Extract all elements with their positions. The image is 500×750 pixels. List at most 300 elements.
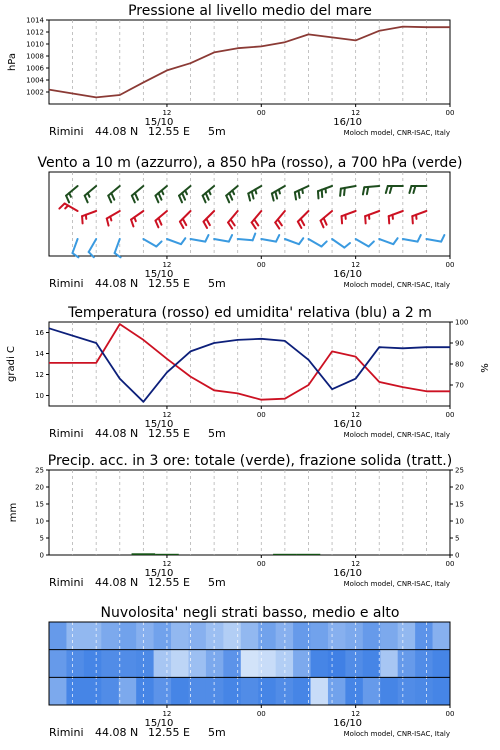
x-tick-label: 12 <box>351 411 361 419</box>
barb-flag <box>386 186 388 193</box>
cloud-cell <box>415 650 433 678</box>
barb-flag <box>276 235 279 242</box>
wind-barb <box>426 235 444 242</box>
wind-barb <box>226 186 237 202</box>
y-tick-label: 14 <box>35 350 44 358</box>
x-day-label: 15/10 <box>144 568 174 579</box>
footer-location: Rimini <box>49 125 84 138</box>
cloud-cell <box>363 677 381 705</box>
cloud-cell <box>328 677 346 705</box>
cloud-cell <box>206 650 224 678</box>
barb-half-flag <box>110 217 111 221</box>
wind-barb <box>379 238 397 244</box>
barb-flag <box>367 187 368 194</box>
y-tick-label-right: 20 <box>455 483 464 492</box>
footer-alt: 5m <box>208 726 226 739</box>
footer-alt: 5m <box>208 427 226 440</box>
wind-barb <box>167 238 185 244</box>
barb-shaft <box>356 239 369 247</box>
cloud-cell <box>206 622 224 650</box>
barb-shaft <box>341 186 356 189</box>
barb-flag <box>155 221 158 228</box>
barb-flag <box>301 219 305 225</box>
humidity-series <box>49 328 450 402</box>
wind-barb <box>66 186 77 202</box>
y-tick-label: 5 <box>39 534 44 543</box>
barb-flag <box>418 235 421 242</box>
wind-barb <box>132 186 143 202</box>
footer-lon: 12.55 E <box>148 427 190 440</box>
wind-barb <box>180 211 191 228</box>
barb-flag <box>159 193 162 200</box>
barb-flag <box>344 188 345 195</box>
cloud-cell <box>380 622 398 650</box>
cloud-cell <box>345 677 363 705</box>
barb-shaft <box>131 211 143 220</box>
footer-lon: 12.55 E <box>148 125 190 138</box>
wind-barb <box>261 235 279 242</box>
barb-shaft <box>412 211 426 216</box>
barb-flag <box>155 196 158 203</box>
cloud-cell <box>328 622 346 650</box>
wind-series-2 <box>66 186 426 202</box>
pressure-series-line <box>49 27 450 98</box>
cloud-cell <box>223 677 241 705</box>
y-axis-label: mm <box>8 502 19 523</box>
wind-barb <box>363 186 379 194</box>
barb-flag <box>181 238 185 244</box>
footer-credit: Moloch model, CNR-ISAC, Italy <box>343 431 450 439</box>
barb-half-flag <box>255 190 256 194</box>
barb-flag <box>226 196 229 203</box>
barb-flag <box>229 235 232 242</box>
y-tick-label: 15 <box>35 500 44 509</box>
barb-flag <box>324 218 327 225</box>
barb-flag <box>85 196 88 203</box>
cloud-heatmap <box>49 622 450 705</box>
precip-bar <box>132 553 156 555</box>
barb-half-flag <box>209 190 211 194</box>
barb-flag <box>393 238 397 244</box>
x-tick-label: 12 <box>351 261 361 269</box>
y-tick-label: 25 <box>35 466 44 475</box>
y-axis-label: gradi C <box>6 346 17 382</box>
barb-flag <box>248 194 250 201</box>
wind-barb <box>204 211 215 228</box>
cloud-cell <box>433 650 451 678</box>
footer-credit: Moloch model, CNR-ISAC, Italy <box>343 129 450 137</box>
wind-barb <box>295 186 309 200</box>
x-tick-label: 00 <box>256 411 266 419</box>
cloud-cell <box>258 677 276 705</box>
wind-barb <box>228 211 238 229</box>
cloud-cell <box>398 677 416 705</box>
x-day-label: 16/10 <box>333 269 363 280</box>
footer-lat: 44.08 N <box>95 125 139 138</box>
cloud-cell <box>171 677 189 705</box>
wind-barb <box>179 186 190 202</box>
footer-lon: 12.55 E <box>148 277 190 290</box>
barb-flag <box>206 219 210 225</box>
wind-barb <box>107 211 120 226</box>
y-tick-label: 10 <box>35 392 44 400</box>
cloud-cell <box>188 622 206 650</box>
barb-flag <box>131 220 133 227</box>
cloud-cell <box>398 622 416 650</box>
x-tick-label: 12 <box>351 109 361 117</box>
barb-flag <box>228 222 232 228</box>
cloud-cell <box>136 622 154 650</box>
y-tick-label: 1014 <box>26 16 44 25</box>
barb-half-flag <box>185 190 187 194</box>
barb-shaft <box>238 239 253 240</box>
wind-barb <box>308 239 326 247</box>
wind-barb <box>389 211 403 223</box>
wind-barb <box>89 239 97 257</box>
footer-alt: 5m <box>208 576 226 589</box>
barb-shaft <box>403 239 418 242</box>
y-tick-label-right: 25 <box>455 466 464 475</box>
y-tick-label: 1002 <box>26 88 44 97</box>
barb-flag <box>344 243 350 248</box>
barb-flag <box>135 193 138 200</box>
cloud-cell <box>380 677 398 705</box>
wind-barb <box>409 186 426 193</box>
barb-flag <box>363 187 364 194</box>
y-axis-label-right: % <box>480 363 491 373</box>
y-tick-label: 1008 <box>26 52 44 61</box>
barb-flag <box>111 193 114 200</box>
footer-lon: 12.55 E <box>148 726 190 739</box>
barb-flag <box>203 196 206 203</box>
barb-flag <box>278 219 282 225</box>
chart-title: Nuvolosita' negli strati basso, medio e alto <box>100 605 400 621</box>
footer-credit: Moloch model, CNR-ISAC, Italy <box>343 730 450 738</box>
barb-shaft <box>214 239 229 242</box>
barb-half-flag <box>88 193 90 197</box>
cloud-cell <box>119 622 137 650</box>
x-day-label: 15/10 <box>144 718 174 729</box>
x-day-label: 16/10 <box>333 718 363 729</box>
cloud-cell <box>119 650 137 678</box>
barb-flag <box>299 191 300 198</box>
cloud-cell <box>171 622 189 650</box>
barb-shaft <box>132 186 143 196</box>
x-tick-label: 00 <box>445 710 455 718</box>
footer-lat: 44.08 N <box>95 277 139 290</box>
cloud-cell <box>119 677 137 705</box>
barb-flag <box>253 234 256 241</box>
footer-lat: 44.08 N <box>95 726 139 739</box>
barb-shaft <box>379 239 393 244</box>
barb-flag <box>441 235 444 242</box>
cloud-cell <box>415 677 433 705</box>
cloud-cell <box>49 677 67 705</box>
barb-shaft <box>204 211 215 222</box>
barb-shaft <box>342 211 356 216</box>
cloud-cell <box>154 677 172 705</box>
barb-flag <box>66 196 69 203</box>
barb-flag <box>59 204 64 209</box>
cloud-cell <box>241 677 259 705</box>
cloud-cell <box>101 650 119 678</box>
y-tick-label: 20 <box>35 483 44 492</box>
cloud-cell <box>223 650 241 678</box>
barb-flag <box>159 218 162 225</box>
y-tick-label-right: 100 <box>455 318 469 327</box>
barb-shaft <box>107 211 120 219</box>
barb-flag <box>340 189 341 196</box>
wind-barb <box>412 211 426 223</box>
barb-shaft <box>252 211 262 222</box>
wind-barb <box>143 239 161 247</box>
cloud-cell <box>188 677 206 705</box>
wind-barb <box>59 204 77 212</box>
cloud-cell <box>66 622 84 650</box>
y-tick-label: 1004 <box>26 76 44 85</box>
barb-flag <box>275 222 279 228</box>
barb-flag <box>183 219 187 225</box>
wind-series-1 <box>59 204 426 229</box>
precip-bar <box>155 554 179 555</box>
barb-flag <box>82 216 83 223</box>
barb-half-flag <box>65 206 68 209</box>
wind-barb <box>82 211 96 223</box>
cloud-cell <box>433 622 451 650</box>
y-tick-label-right: 90 <box>455 339 464 348</box>
footer-lat: 44.08 N <box>95 427 139 440</box>
footer-location: Rimini <box>49 576 84 589</box>
footer-alt: 5m <box>208 277 226 290</box>
chart-title: Pressione al livello medio del mare <box>128 3 372 19</box>
y-tick-label-right: 0 <box>455 551 460 560</box>
barb-shaft <box>285 239 299 244</box>
barb-flag <box>229 193 232 200</box>
barb-flag <box>413 186 415 193</box>
y-axis-label: hPa <box>7 52 18 72</box>
barb-flag <box>180 222 184 228</box>
y-tick-label: 1006 <box>26 64 44 73</box>
footer-location: Rimini <box>49 726 84 739</box>
wind-barb <box>238 234 256 241</box>
barb-flag <box>322 190 323 197</box>
barb-flag <box>365 216 366 223</box>
footer-lat: 44.08 N <box>95 576 139 589</box>
barb-flag <box>412 216 413 223</box>
barb-flag <box>318 191 319 198</box>
pressure-series <box>49 27 450 98</box>
barb-half-flag <box>279 190 280 194</box>
y-tick-label-right: 80 <box>455 360 464 369</box>
x-tick-label: 00 <box>445 109 455 117</box>
barb-flag <box>252 192 254 199</box>
barb-flag <box>321 221 324 228</box>
wind-barb <box>275 211 285 229</box>
barb-flag <box>108 196 111 203</box>
cloud-cell <box>311 677 329 705</box>
wind-barb <box>298 211 309 228</box>
barb-shaft <box>82 211 96 216</box>
cloud-cell <box>258 622 276 650</box>
chart-title: Temperatura (rosso) ed umidita' relativa (blu) a 2 m <box>68 305 432 321</box>
barb-shaft <box>332 239 344 248</box>
barb-shaft <box>155 211 166 221</box>
x-day-label: 16/10 <box>333 419 363 430</box>
cloud-cell <box>380 650 398 678</box>
x-tick-label: 12 <box>351 710 361 718</box>
barb-flag <box>390 186 392 193</box>
barb-flag <box>206 193 209 200</box>
barb-shaft <box>180 211 191 222</box>
wind-barb <box>214 235 232 242</box>
cloud-cell <box>84 677 102 705</box>
x-tick-label: 00 <box>445 261 455 269</box>
x-tick-label: 00 <box>445 411 455 419</box>
x-tick-label: 00 <box>445 560 455 568</box>
x-day-label: 15/10 <box>144 117 174 128</box>
wind-barb <box>191 235 209 242</box>
y-tick-label-right: 10 <box>455 517 464 526</box>
barb-shaft <box>275 211 285 222</box>
cloud-cell <box>154 650 172 678</box>
plot-frame <box>49 20 450 104</box>
cloud-cell <box>49 650 67 678</box>
barb-flag <box>298 222 302 228</box>
barb-shaft <box>89 239 97 252</box>
humidity-series-line <box>49 328 450 402</box>
barb-flag <box>409 186 411 193</box>
barb-flag <box>182 193 185 200</box>
footer-credit: Moloch model, CNR-ISAC, Italy <box>343 281 450 289</box>
chart-title: Vento a 10 m (azzurro), a 850 hPa (rosso), a 700 hPa (verde) <box>37 155 463 171</box>
cloud-cell <box>66 677 84 705</box>
cloud-cell <box>328 650 346 678</box>
wind-barb <box>85 186 96 202</box>
wind-barb <box>72 239 78 257</box>
cloud-cell <box>171 650 189 678</box>
barb-flag <box>107 219 109 226</box>
barb-half-flag <box>134 217 135 221</box>
y-tick-label-right: 15 <box>455 500 464 509</box>
barb-flag <box>299 238 303 244</box>
barb-half-flag <box>302 189 303 193</box>
wind-barb <box>108 186 119 202</box>
barb-flag <box>389 216 390 223</box>
wind-barb <box>203 186 214 202</box>
wind-barb <box>318 186 332 198</box>
barb-shaft <box>228 211 238 222</box>
cloud-cell <box>154 622 172 650</box>
cloud-cell <box>84 622 102 650</box>
cloud-cell <box>415 622 433 650</box>
cloud-cell <box>258 650 276 678</box>
barb-shaft <box>389 211 403 216</box>
footer-alt: 5m <box>208 125 226 138</box>
y-tick-label: 16 <box>35 329 44 337</box>
x-tick-label: 00 <box>256 261 266 269</box>
barb-flag <box>369 241 374 246</box>
precip-bar <box>273 554 297 555</box>
wind-barb <box>285 238 303 244</box>
cloud-cell <box>66 650 84 678</box>
barb-half-flag <box>162 190 164 194</box>
barb-flag <box>342 216 343 223</box>
barb-shaft <box>298 211 309 222</box>
barb-flag <box>204 222 208 228</box>
y-tick-label-right: 5 <box>455 534 460 543</box>
barb-flag <box>252 222 256 228</box>
cloud-cell <box>241 650 259 678</box>
barb-flag <box>295 192 296 199</box>
wind-barb <box>342 211 356 223</box>
footer-lon: 12.55 E <box>148 576 190 589</box>
cloud-cell <box>241 622 259 650</box>
wind-barb <box>248 186 261 201</box>
footer-location: Rimini <box>49 277 84 290</box>
x-tick-label: 00 <box>256 560 266 568</box>
cloud-cell <box>188 650 206 678</box>
wind-barb <box>115 239 121 257</box>
barb-shaft <box>365 211 379 216</box>
footer-location: Rimini <box>49 427 84 440</box>
x-tick-label: 12 <box>162 710 172 718</box>
wind-barb <box>340 186 356 196</box>
barb-flag <box>179 196 182 203</box>
x-tick-label: 00 <box>256 710 266 718</box>
barb-half-flag <box>69 193 71 197</box>
wind-barb <box>332 239 350 248</box>
wind-barb <box>252 211 262 229</box>
y-tick-label: 10 <box>35 517 44 526</box>
cloud-cell <box>311 650 329 678</box>
cloud-cell <box>206 677 224 705</box>
wind-barb <box>155 211 166 227</box>
barb-shaft <box>108 186 119 196</box>
barb-shaft <box>72 239 77 253</box>
wind-barb <box>155 186 166 202</box>
x-tick-label: 12 <box>162 261 172 269</box>
cloud-cell <box>101 622 119 650</box>
x-tick-label: 12 <box>351 560 361 568</box>
cloud-cell <box>311 622 329 650</box>
barb-shaft <box>321 211 332 221</box>
barb-shaft <box>426 239 441 242</box>
barb-shaft <box>115 239 120 253</box>
y-tick-label-right: 70 <box>455 381 464 390</box>
cloud-cell <box>363 622 381 650</box>
wind-barb <box>356 239 374 247</box>
cloud-cell <box>398 650 416 678</box>
wind-series-0 <box>72 234 444 258</box>
chart-title: Precip. acc. in 3 ore: totale (verde), frazione solida (tratt.) <box>47 453 453 469</box>
cloud-cell <box>363 650 381 678</box>
barb-shaft <box>191 239 206 242</box>
wind-barb <box>403 235 421 242</box>
barb-shaft <box>261 239 276 242</box>
wind-barb <box>365 211 379 223</box>
cloud-cell <box>345 622 363 650</box>
x-day-label: 15/10 <box>144 419 174 430</box>
x-day-label: 16/10 <box>333 568 363 579</box>
barb-flag <box>231 219 235 225</box>
cloud-cell <box>136 677 154 705</box>
cloud-cell <box>433 677 451 705</box>
barb-flag <box>132 196 135 203</box>
barb-shaft <box>143 239 156 247</box>
wind-barb <box>272 186 285 201</box>
barb-shaft <box>66 186 77 196</box>
footer-credit: Moloch model, CNR-ISAC, Italy <box>343 580 450 588</box>
